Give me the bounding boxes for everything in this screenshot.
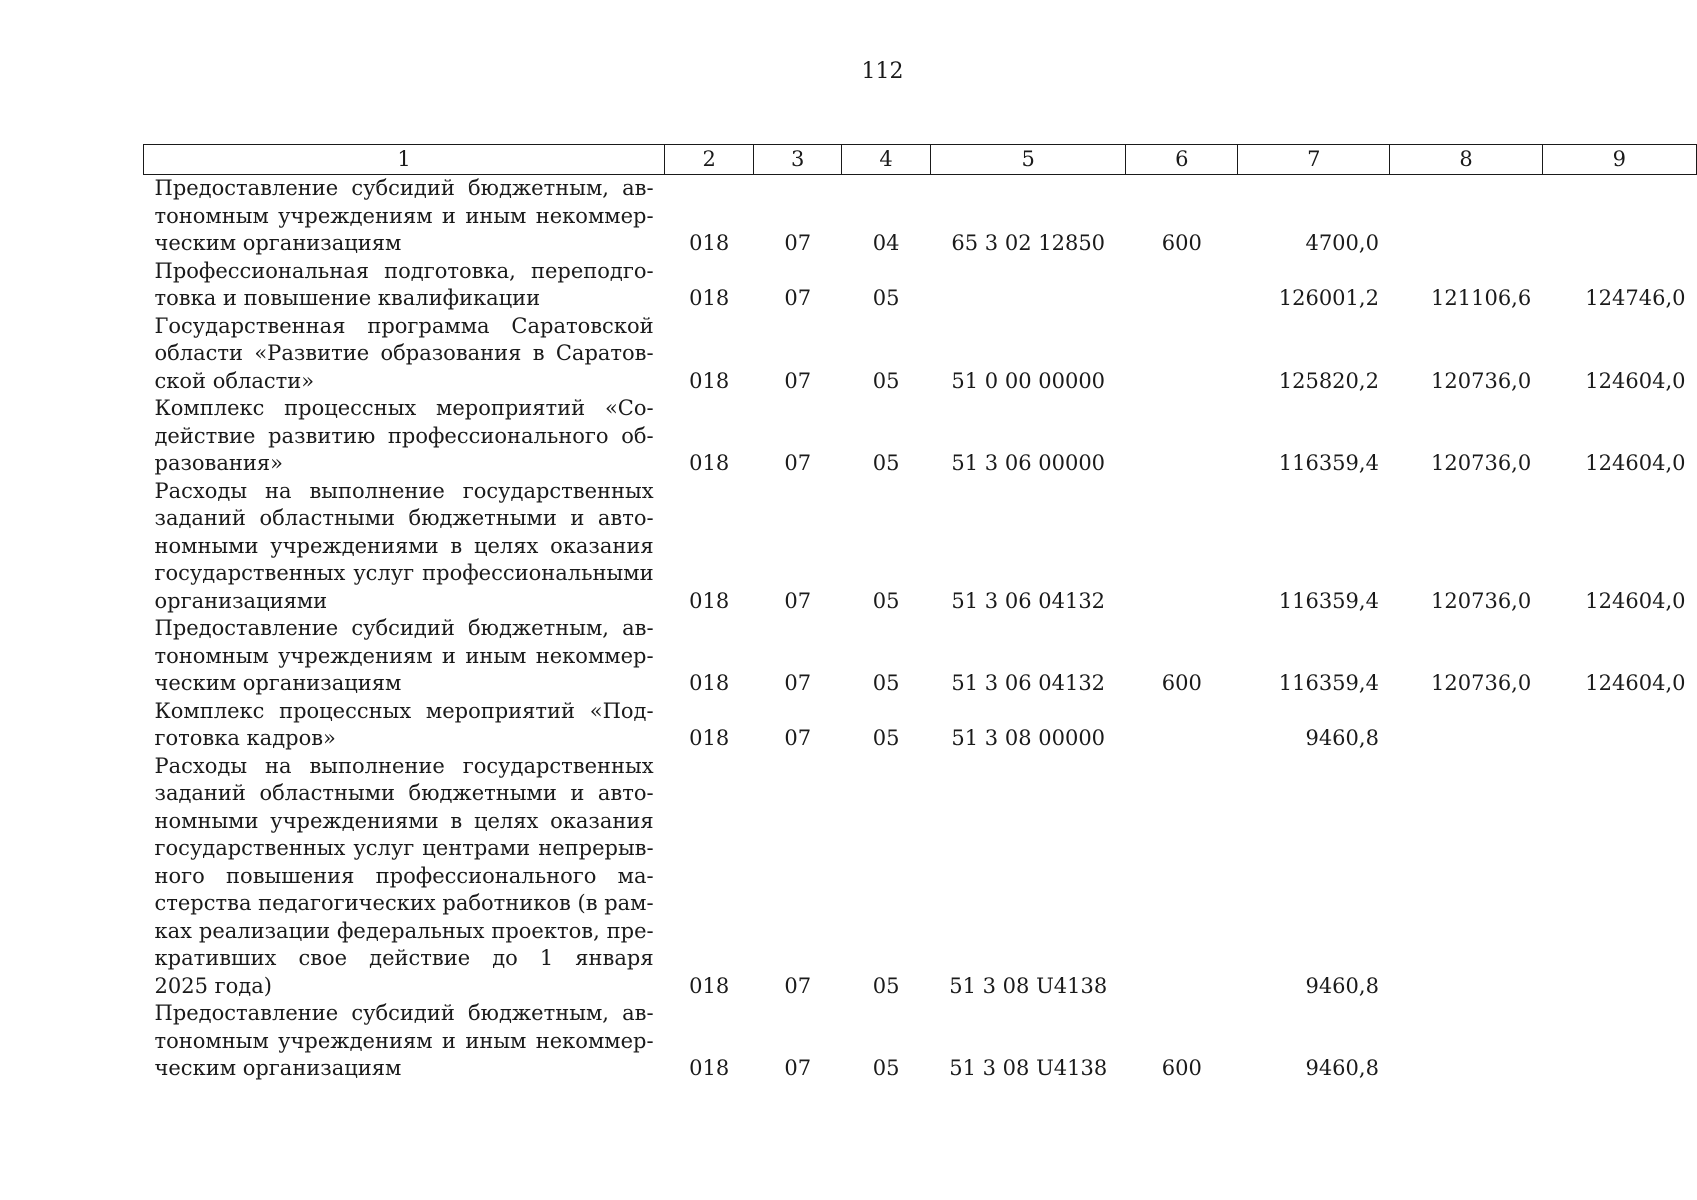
row-description-line: организациями bbox=[154, 588, 328, 613]
row-description-line: Предоставление субсидий бюджетным, ав- bbox=[154, 1001, 654, 1025]
table-header-row bbox=[144, 145, 1697, 175]
code-subsection-cell: 05 bbox=[872, 588, 900, 613]
page-number: 112 bbox=[861, 59, 904, 84]
column-header: 3 bbox=[754, 145, 842, 175]
code-section-cell: 07 bbox=[784, 451, 812, 475]
row-description-line: тономным учреждениям и иным некоммер- bbox=[154, 203, 654, 228]
code-target-article-cell: 51 0 00 00000 bbox=[951, 368, 1106, 393]
code-target-article-cell: 51 3 08 U4138 bbox=[949, 973, 1108, 998]
row-description-line: ческим организациям bbox=[154, 1056, 402, 1080]
row-description-line: Предоставление субсидий бюджетным, ав- bbox=[154, 616, 654, 640]
code-section-cell: 07 bbox=[784, 973, 812, 998]
code-target-article-cell: 51 3 06 04132 bbox=[951, 671, 1106, 695]
code-target-article-cell: 51 3 08 00000 bbox=[951, 726, 1106, 750]
amount-year1-cell: 125820,2 bbox=[1278, 368, 1379, 393]
row-description-line: Предоставление субсидий бюджетным, ав- bbox=[154, 176, 654, 200]
row-description-line: государственных услуг центрами непрерыв- bbox=[154, 836, 654, 860]
row-description-line: ческим организациям bbox=[154, 231, 402, 255]
code-expense-type-cell: 600 bbox=[1161, 671, 1202, 695]
code-expense-type-cell: 600 bbox=[1161, 1056, 1202, 1080]
row-description-line: Расходы на выполнение государственных bbox=[154, 753, 654, 778]
table-row bbox=[144, 698, 1697, 753]
row-description-cell bbox=[144, 175, 665, 258]
table-body bbox=[144, 175, 1697, 1083]
code-section-cell: 07 bbox=[784, 231, 812, 255]
code-section-cell: 07 bbox=[784, 368, 812, 393]
column-header: 9 bbox=[1542, 145, 1696, 175]
code-subsection-cell: 05 bbox=[872, 286, 900, 310]
amount-year1-cell: 9460,8 bbox=[1305, 973, 1379, 998]
table-row bbox=[144, 1000, 1697, 1083]
row-description-line: заданий областными бюджетными и авто- bbox=[154, 506, 654, 530]
column-header: 4 bbox=[842, 145, 931, 175]
row-description-line: Государственная программа Саратовской bbox=[154, 313, 654, 338]
code-subsection-cell: 05 bbox=[872, 1056, 900, 1080]
row-description-line: ного повышения профессионального ма- bbox=[154, 863, 654, 888]
code-ministry-cell: 018 bbox=[689, 368, 730, 393]
amount-year3-cell: 124604,0 bbox=[1585, 671, 1686, 695]
row-description-line: Комплекс процессных мероприятий «Со- bbox=[154, 396, 654, 420]
code-target-article-cell bbox=[931, 258, 1126, 313]
row-description-line: ческим организациям bbox=[154, 671, 402, 695]
code-expense-type-cell bbox=[1126, 753, 1238, 1001]
code-ministry-cell: 018 bbox=[689, 671, 730, 695]
code-subsection-cell: 05 bbox=[872, 451, 900, 475]
row-description-line: государственных услуг профессиональными bbox=[154, 561, 654, 585]
column-header: 5 bbox=[931, 145, 1126, 175]
code-section-cell: 07 bbox=[784, 726, 812, 750]
code-expense-type-cell bbox=[1126, 395, 1238, 478]
row-description-line: Расходы на выполнение государственных bbox=[154, 478, 654, 503]
code-ministry-cell: 018 bbox=[689, 973, 730, 998]
code-section-cell: 07 bbox=[784, 1056, 812, 1080]
amount-year3-cell: 124604,0 bbox=[1585, 368, 1686, 393]
code-ministry-cell: 018 bbox=[689, 231, 730, 255]
code-subsection-cell: 05 bbox=[872, 973, 900, 998]
amount-year3-cell bbox=[1542, 753, 1696, 1001]
amount-year2-cell: 120736,0 bbox=[1431, 588, 1532, 613]
column-header: 8 bbox=[1390, 145, 1542, 175]
code-subsection-cell: 04 bbox=[872, 231, 900, 255]
amount-year3-cell: 124604,0 bbox=[1585, 451, 1686, 475]
amount-year2-cell: 121106,6 bbox=[1431, 286, 1532, 310]
row-description-line: Комплекс процессных мероприятий «Под- bbox=[154, 698, 654, 723]
amount-year1-cell: 116359,4 bbox=[1278, 671, 1379, 695]
amount-year2-cell: 120736,0 bbox=[1431, 671, 1532, 695]
row-description-line: номными учреждениями в целях оказания bbox=[154, 533, 654, 558]
amount-year3-cell bbox=[1542, 175, 1696, 258]
amount-year2-cell bbox=[1390, 753, 1542, 1001]
row-description-cell bbox=[144, 615, 665, 698]
code-target-article-cell: 65 3 02 12850 bbox=[951, 231, 1106, 255]
row-description-line: 2025 года) bbox=[154, 973, 272, 998]
code-target-article-cell: 51 3 08 U4138 bbox=[949, 1056, 1108, 1080]
code-expense-type-cell bbox=[1126, 313, 1238, 396]
row-description-cell bbox=[144, 1000, 665, 1083]
amount-year3-cell: 124746,0 bbox=[1585, 286, 1686, 310]
budget-table bbox=[143, 144, 1697, 1083]
row-description-line: ской области» bbox=[154, 368, 315, 393]
amount-year1-cell: 116359,4 bbox=[1278, 588, 1379, 613]
row-description-line: готовка кадров» bbox=[154, 726, 336, 750]
amount-year2-cell: 120736,0 bbox=[1431, 451, 1532, 475]
code-ministry-cell: 018 bbox=[689, 451, 730, 475]
amount-year2-cell bbox=[1390, 175, 1542, 258]
table-row bbox=[144, 478, 1697, 616]
table-row bbox=[144, 615, 1697, 698]
code-subsection-cell: 05 bbox=[872, 368, 900, 393]
row-description-cell bbox=[144, 258, 665, 313]
amount-year1-cell: 4700,0 bbox=[1305, 231, 1379, 255]
amount-year2-cell bbox=[1390, 698, 1542, 753]
row-description-line: кративших свое действие до 1 января bbox=[154, 946, 654, 970]
code-ministry-cell: 018 bbox=[689, 726, 730, 750]
row-description-cell bbox=[144, 313, 665, 396]
column-header: 7 bbox=[1238, 145, 1390, 175]
amount-year1-cell: 9460,8 bbox=[1305, 726, 1379, 750]
code-expense-type-cell bbox=[1126, 698, 1238, 753]
code-section-cell: 07 bbox=[784, 286, 812, 310]
code-ministry-cell: 018 bbox=[689, 588, 730, 613]
column-header: 6 bbox=[1126, 145, 1238, 175]
row-description-line: стерства педагогических работников (в рам- bbox=[154, 891, 654, 915]
code-ministry-cell: 018 bbox=[689, 1056, 730, 1080]
table-row bbox=[144, 313, 1697, 396]
row-description-cell bbox=[144, 753, 665, 1001]
row-description-line: номными учреждениями в целях оказания bbox=[154, 808, 654, 833]
row-description-line: тономным учреждениям и иным некоммер- bbox=[154, 643, 654, 668]
amount-year1-cell: 116359,4 bbox=[1278, 451, 1379, 475]
amount-year3-cell bbox=[1542, 698, 1696, 753]
row-description-line: заданий областными бюджетными и авто- bbox=[154, 781, 654, 805]
column-header: 2 bbox=[665, 145, 754, 175]
row-description-line: области «Развитие образования в Саратов- bbox=[154, 341, 654, 365]
table-row bbox=[144, 175, 1697, 258]
code-expense-type-cell: 600 bbox=[1161, 231, 1202, 255]
row-description-cell bbox=[144, 395, 665, 478]
amount-year3-cell bbox=[1542, 1000, 1696, 1083]
amount-year1-cell: 126001,2 bbox=[1278, 286, 1379, 310]
code-expense-type-cell bbox=[1126, 258, 1238, 313]
code-ministry-cell: 018 bbox=[689, 286, 730, 310]
code-target-article-cell: 51 3 06 00000 bbox=[951, 451, 1106, 475]
row-description-cell bbox=[144, 698, 665, 753]
code-subsection-cell: 05 bbox=[872, 671, 900, 695]
code-target-article-cell: 51 3 06 04132 bbox=[951, 588, 1106, 613]
row-description-cell bbox=[144, 478, 665, 616]
code-subsection-cell: 05 bbox=[872, 726, 900, 750]
amount-year1-cell: 9460,8 bbox=[1305, 1056, 1379, 1080]
row-description-line: действие развитию профессионального об- bbox=[154, 423, 654, 448]
row-description-line: товка и повышение квалификации bbox=[154, 286, 541, 310]
row-description-line: тономным учреждениям и иным некоммер- bbox=[154, 1028, 654, 1053]
amount-year2-cell bbox=[1390, 1000, 1542, 1083]
code-section-cell: 07 bbox=[784, 588, 812, 613]
table-row bbox=[144, 395, 1697, 478]
column-header: 1 bbox=[144, 145, 665, 175]
code-section-cell: 07 bbox=[784, 671, 812, 695]
table-row bbox=[144, 753, 1697, 1001]
table-row bbox=[144, 258, 1697, 313]
amount-year3-cell: 124604,0 bbox=[1585, 588, 1686, 613]
row-description-line: Профессиональная подготовка, переподго- bbox=[154, 258, 654, 283]
code-expense-type-cell bbox=[1126, 478, 1238, 616]
row-description-line: ках реализации федеральных проектов, пре- bbox=[154, 918, 654, 943]
amount-year2-cell: 120736,0 bbox=[1431, 368, 1532, 393]
row-description-line: разования» bbox=[154, 451, 283, 475]
